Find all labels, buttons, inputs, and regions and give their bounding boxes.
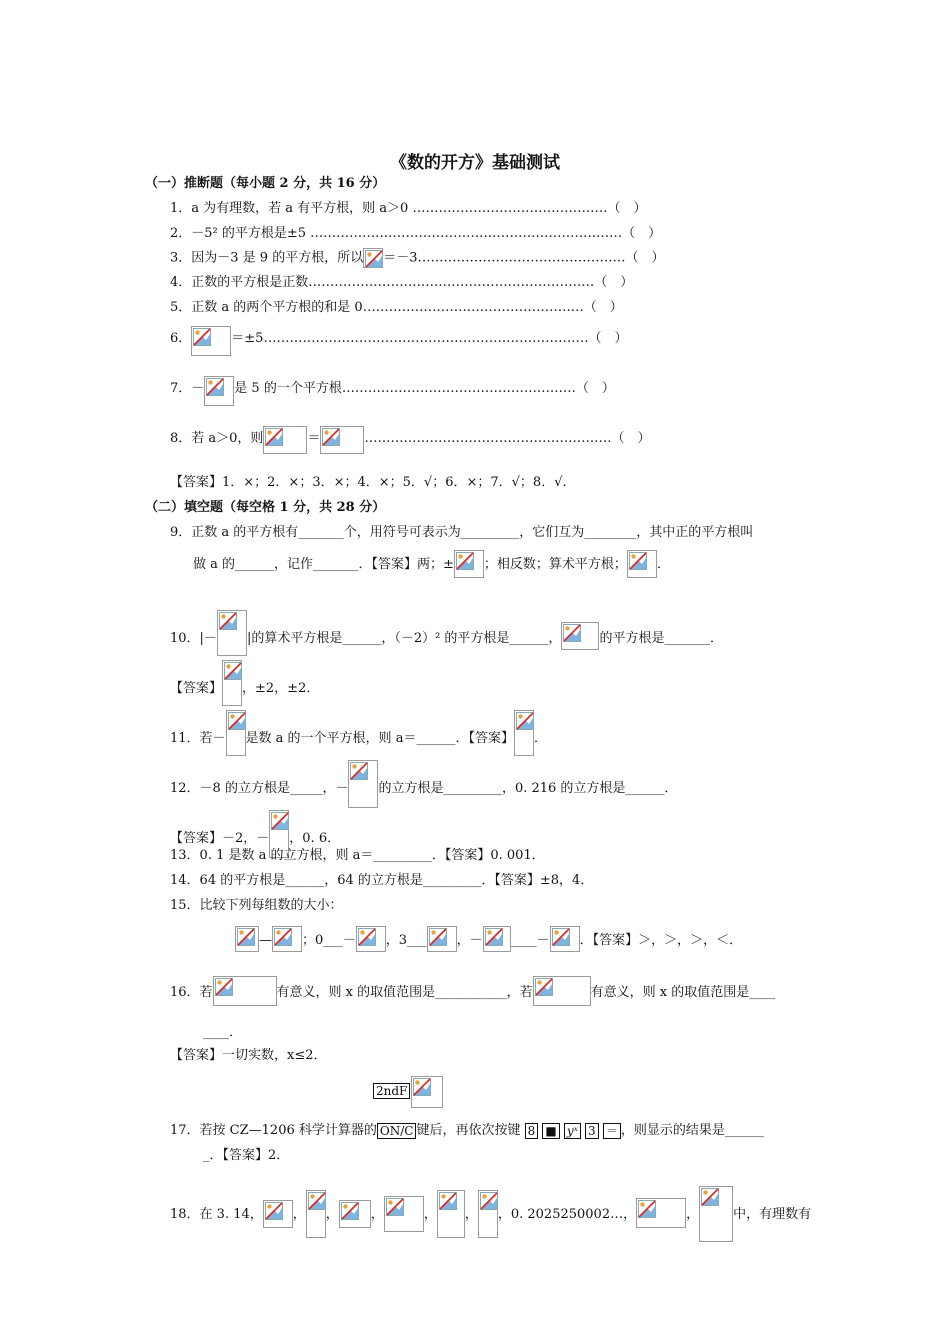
page-title: 《数的开方》基础测试 <box>390 153 560 173</box>
key-yx: yˣ <box>564 1123 581 1139</box>
broken-image-icon <box>533 976 591 1006</box>
key-black: ■ <box>542 1123 559 1139</box>
broken-image-icon <box>272 926 302 952</box>
broken-image-icon <box>222 660 242 706</box>
broken-image-icon <box>306 1190 326 1238</box>
question-13: 13．0. 1 是数 a 的立方根，则 a＝_________．【答案】0. 001． <box>170 848 545 863</box>
broken-image-icon <box>627 550 657 578</box>
answer-10: 【答案】 ，±2，±2． <box>170 660 319 706</box>
broken-image-icon <box>204 376 234 406</box>
broken-image-icon <box>263 426 307 454</box>
question-17: 17．若按 CZ—1206 科学计算器的 ON/C 键后，再依次按键 8 ■ yˣ 3 ＝ ，则显示的结果是______ <box>170 1123 764 1138</box>
answer-16: 【答案】一切实数，x≤2． <box>170 1048 327 1063</box>
broken-image-icon <box>217 610 247 656</box>
broken-image-icon <box>320 426 364 454</box>
question-17-continued: _．【答案】2． <box>203 1148 290 1163</box>
broken-image-icon <box>348 760 378 808</box>
broken-image-icon <box>699 1186 733 1242</box>
broken-image-icon <box>384 1196 424 1232</box>
question-12: 12．－8 的立方根是_____，－ 的立方根是_________，0. 216 的立方根是______． <box>170 760 677 808</box>
broken-image-icon <box>263 1200 293 1228</box>
question-11: 11．若－ 是数 a 的一个平方根，则 a＝______．【答案】 ． <box>170 710 547 756</box>
question-8: 8．若 a＞0，则 ＝ …………………………………………………（ ） <box>170 426 650 454</box>
answer-section-1: 【答案】1．×；2．×；3．×；4．×；5．√；6．×；7．√；8．√． <box>170 475 576 490</box>
broken-image-icon <box>561 622 599 650</box>
key-onc: ON/C <box>377 1123 417 1139</box>
question-5: 5．正数 a 的两个平方根的和是 0……………………………………………（ ） <box>170 300 623 315</box>
key-2ndf: 2ndF <box>373 1083 410 1099</box>
broken-image-icon <box>478 1190 498 1238</box>
broken-image-icon <box>437 1190 465 1238</box>
answer-12: 【答案】－2，－ ，0. 6． <box>170 810 340 858</box>
key-8: 8 <box>525 1123 539 1139</box>
broken-image-icon <box>226 710 246 756</box>
question-4: 4．正数的平方根是正数…………………………………………………………（ ） <box>170 275 634 290</box>
question-3: 3．因为－3 是 9 的平方根，所以 ＝－3…………………………………………（ ） <box>170 248 665 268</box>
question-15: 15．比较下列每组数的大小： <box>170 898 343 913</box>
broken-image-icon <box>636 1198 686 1228</box>
broken-image-icon <box>363 248 383 268</box>
question-9-line-1: 9．正数 a 的平方根有_______个，用符号可表示为_________，它们互为________，其中正的平方根叫 <box>170 525 754 540</box>
broken-image-icon <box>454 550 484 578</box>
question-16-continued: ____． <box>203 1025 243 1040</box>
broken-image-icon <box>427 926 457 952</box>
calculator-key-group <box>373 1076 443 1108</box>
section-2-heading: （二）填空题（每空格 1 分，共 28 分） <box>145 500 386 515</box>
question-14: 14．64 的平方根是______，64 的立方根是_________．【答案】±8，4． <box>170 873 594 888</box>
key-3: 3 <box>585 1123 599 1139</box>
broken-image-icon <box>339 1200 371 1228</box>
question-18: 18．在 3. 14， ， ， ， ， ， ，0. 2025250002…， ， 中，有理数有 <box>170 1186 811 1242</box>
question-2: 2．－5² 的平方根是±5 ………………………………………………………………（ ） <box>170 226 662 241</box>
section-1-heading: （一）推断题（每小题 2 分，共 16 分） <box>145 176 386 191</box>
question-1: 1．a 为有理数，若 a 有平方根，则 a＞0 ………………………………………（ ） <box>170 201 647 216</box>
broken-image-icon <box>514 710 534 756</box>
broken-image-icon <box>356 926 386 952</box>
question-10: 10．|－ |的算术平方根是______，（－2）² 的平方根是______， 的平方根是_______． <box>170 610 723 656</box>
broken-image-icon <box>191 326 231 356</box>
broken-image-icon <box>235 926 259 952</box>
question-7: 7．－ 是 5 的一个平方根………………………………………………（ ） <box>170 376 615 406</box>
broken-image-icon <box>550 926 580 952</box>
broken-image-icon <box>483 926 511 952</box>
question-9-line-2: 做 a 的______，记作_______．【答案】两；± ；相反数；算术平方根； ． <box>193 550 670 578</box>
key-equals: ＝ <box>603 1123 621 1139</box>
question-16: 16．若 有意义，则 x 的取值范围是___________，若 有意义，则 x 的取值范围是____ <box>170 976 775 1006</box>
question-6: 6． ＝±5…………………………………………………………………（ ） <box>170 326 627 356</box>
broken-image-icon <box>411 1076 443 1108</box>
broken-image-icon <box>213 976 277 1006</box>
question-15-comparisons: — ；0___－ ，3___ ，－ ____－ ．【答案】＞，＞，＞，＜． <box>235 926 742 952</box>
